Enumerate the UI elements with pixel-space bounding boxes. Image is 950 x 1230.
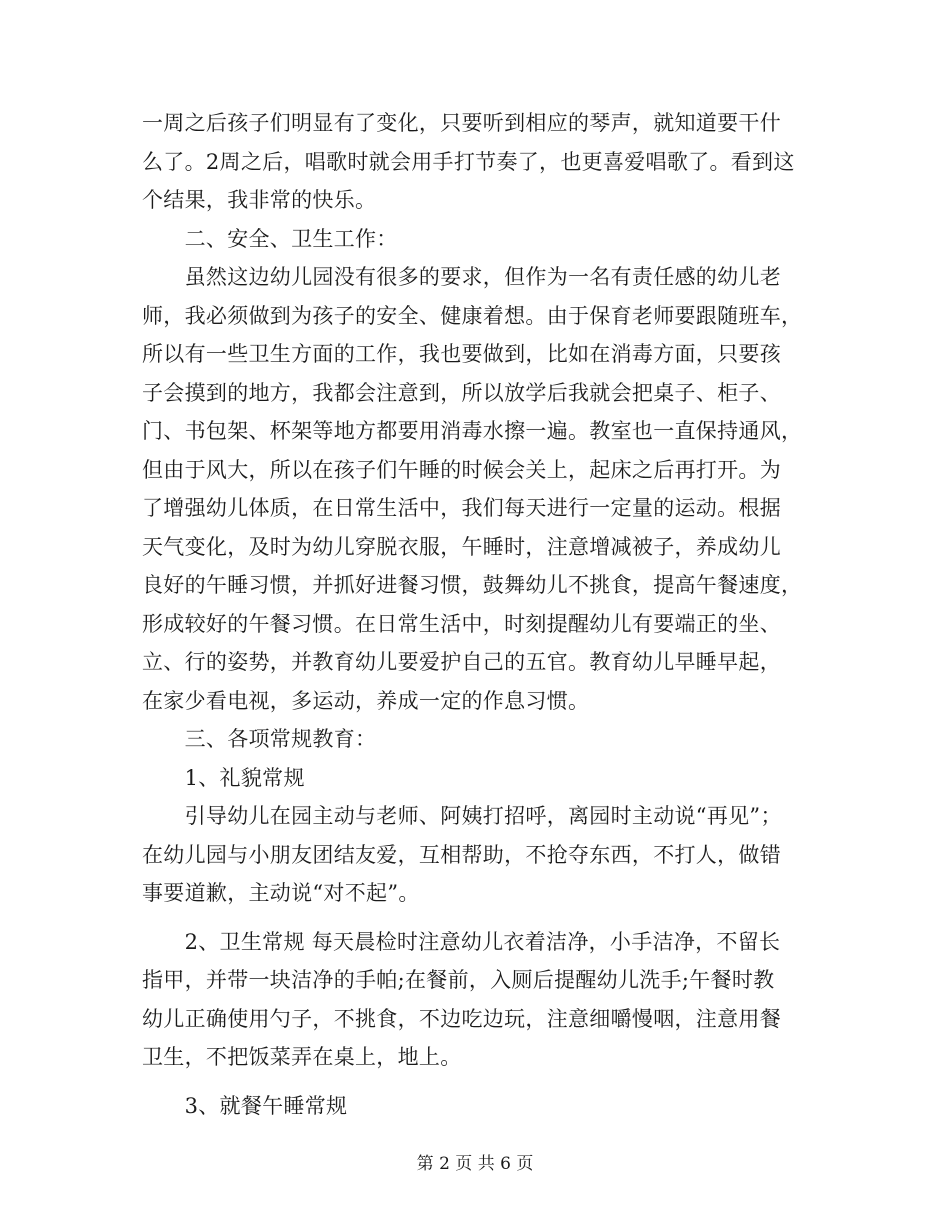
text-line: 2、卫生常规 每天晨检时注意幼儿衣着洁净，小手洁净，不留长	[142, 929, 781, 954]
text-line: 在家少看电视，多运动，养成一定的作息习惯。	[142, 688, 590, 713]
text-line: 良好的午睡习惯，并抓好进餐习惯，鼓舞幼儿不挑食，提高午餐速度，	[142, 573, 803, 597]
text-line: 在幼儿园与小朋友团结友爱，互相帮助，不抢夺东西，不打人，做错	[142, 842, 781, 867]
text-line: 门、书包架、杯架等地方都要用消毒水擦一遍。教室也一直保持通风，	[142, 419, 803, 443]
text-line: 所以有一些卫生方面的工作，我也要做到，比如在消毒方面，只要孩	[142, 342, 781, 366]
subsection-heading: 3、就餐午睡常规	[142, 1093, 348, 1118]
section-heading: 三、各项常规教育：	[142, 727, 377, 751]
text-line: 幼儿正确使用勺子，不挑食，不边吃边玩，注意细嚼慢咽，注意用餐	[142, 1006, 781, 1031]
text-line: 虽然这边幼儿园没有很多的要求，但作为一名有责任感的幼儿老	[142, 265, 781, 289]
text-line: 师，我必须做到为孩子的安全、健康着想。由于保育老师要跟随班车，	[142, 303, 803, 328]
text-line: 引导幼儿在园主动与老师、阿姨打招呼，离园时主动说“再见”；	[142, 804, 782, 828]
section-heading: 二、安全、卫生工作：	[142, 226, 398, 251]
document-body	[142, 104, 822, 1125]
text-line: 立、行的姿势，并教育幼儿要爱护自己的五官。教育幼儿早睡早起，	[142, 650, 781, 674]
text-line: 子会摸到的地方，我都会注意到，所以放学后我就会把桌子、柜子、	[142, 380, 781, 405]
text-line: 么了。2周之后，唱歌时就会用手打节奏了，也更喜爱唱歌了。看到这	[142, 149, 795, 174]
text-line: 形成较好的午餐习惯。在日常生活中，时刻提醒幼儿有要端正的坐、	[142, 611, 781, 636]
text-line: 了增强幼儿体质，在日常生活中，我们每天进行一定量的运动。根据	[142, 496, 781, 520]
text-line: 天气变化，及时为幼儿穿脱衣服，午睡时，注意增减被子，养成幼儿	[142, 534, 781, 559]
text-line: 卫生，不把饭菜弄在桌上，地上。	[142, 1045, 462, 1069]
page-number: 第 2 页 共 6 页	[416, 1154, 534, 1174]
subsection-heading: 1、礼貌常规	[142, 765, 305, 790]
text-line: 一周之后孩子们明显有了变化，只要听到相应的琴声，就知道要干什	[142, 111, 781, 135]
text-line: 但由于风大，所以在孩子们午睡的时候会关上，起床之后再打开。为	[142, 457, 781, 482]
text-line: 个结果，我非常的快乐。	[142, 188, 377, 212]
text-line: 事要道歉，主动说“对不起”。	[142, 881, 420, 905]
page-footer	[0, 1152, 950, 1176]
paragraph-gap	[142, 1077, 822, 1087]
paragraph-gap	[142, 913, 822, 923]
text-line: 指甲，并带一块洁净的手帕;在餐前，入厕后提醒幼儿洗手;午餐时教	[142, 968, 775, 992]
